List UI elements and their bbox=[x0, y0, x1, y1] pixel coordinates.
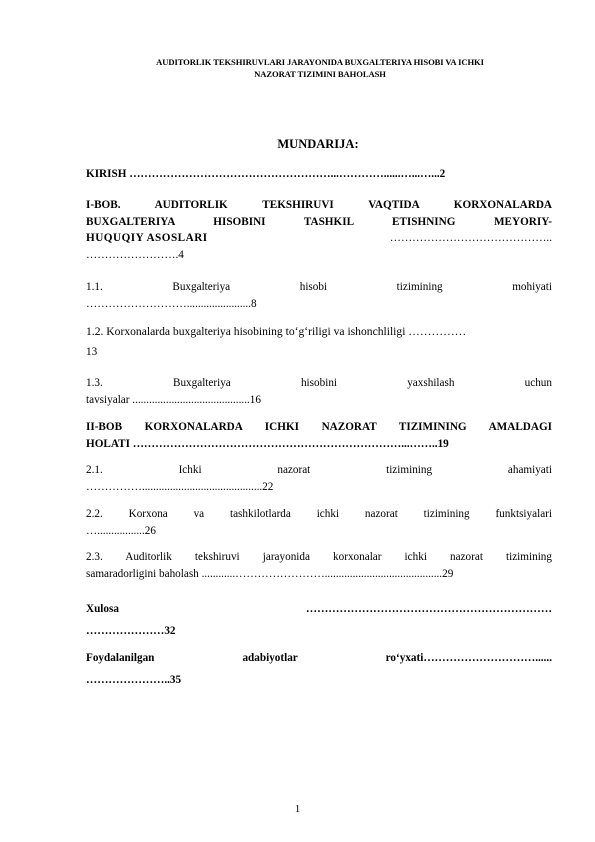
toc-entry-chapter-2[interactable] bbox=[86, 419, 552, 452]
toc-heading: MUNDARIJA: bbox=[277, 137, 359, 151]
toc-entry-xulosa[interactable] bbox=[86, 598, 552, 642]
toc-entry-1-1[interactable] bbox=[86, 279, 552, 312]
toc-entry-2-2-line-2: ….................26 bbox=[86, 524, 156, 537]
toc-entry-1-1-line-2: ……………………….......................8 bbox=[86, 297, 257, 310]
toc-chapter-1-line-3-dots: …………………………………….. bbox=[389, 232, 552, 244]
toc-entry-2-2-line-1: 2.2. Korxona va tashkilotlarda ichki nazorat tizimining funktsiyalari bbox=[86, 508, 552, 520]
toc-entry-1-1-line-1: 1.1. Buxgalteriya hisobi tizimining mohiyati bbox=[86, 281, 552, 293]
toc-chapter-1-line-3 bbox=[86, 230, 552, 247]
toc-entry-chapter-1[interactable] bbox=[86, 197, 552, 263]
document-title-line-2: NAZORAT TIZIMINI BAHOLASH bbox=[254, 69, 386, 79]
toc-entry-kirish-text: KIRISH ………………………………………………...…………......…...…...2 bbox=[86, 168, 446, 180]
toc-entry-xulosa-dots: ………………………………………………………… bbox=[305, 603, 552, 615]
toc-entry-2-3-line-2: samaradorligini baholash ............……………………..........................................29 bbox=[86, 567, 454, 580]
toc-entry-kirish[interactable] bbox=[86, 166, 552, 183]
toc-chapter-2-line-1: II-BOB KORXONALARDA ICHKI NAZORAT TIZIMINING AMALDAGI bbox=[86, 421, 552, 433]
toc-chapter-1-line-2: BUXGALTERIYA HISOBINI TASHKIL ETISHNING MEYORIY- bbox=[86, 215, 552, 228]
toc-entry-1-3-line-1: 1.3. Buxgalteriya hisobini yaxshilash uchun bbox=[86, 377, 552, 389]
toc-entry-1-3[interactable] bbox=[86, 375, 552, 408]
toc-entry-2-2[interactable] bbox=[86, 506, 552, 539]
toc-entry-2-1-line-1: 2.1. Ichki nazorat tizimining ahamiyati bbox=[86, 464, 552, 476]
toc-entry-1-3-line-2: tavsiyalar ..........................................16 bbox=[86, 393, 261, 406]
toc-entry-references[interactable] bbox=[86, 647, 552, 691]
toc-entry-2-1-line-2: ……………...........................................22 bbox=[86, 480, 274, 493]
toc-chapter-1-line-1: I-BOB. AUDITORLIK TEKSHIRUVI VAQTIDA KORXONALARDA bbox=[86, 199, 552, 211]
toc-entry-xulosa-label: Xulosa bbox=[86, 603, 119, 615]
toc-entry-references-line-2: …………………..35 bbox=[86, 674, 182, 686]
document-title bbox=[90, 56, 550, 80]
toc-chapter-2-line-2: HOLATI ………………………………………………………………...……..19 bbox=[86, 437, 449, 450]
page-number: 1 bbox=[294, 803, 301, 815]
toc-entry-1-2-line-2: 13 bbox=[86, 346, 98, 358]
document-title-line-1: AUDITORLIK TEKSHIRUVLARI JARAYONIDA BUXGALTERIYA HISOBI VA ICHKI bbox=[156, 57, 484, 67]
toc-chapter-1-line-3-text: HUQUQIY ASOSLARI bbox=[86, 232, 208, 244]
toc-entry-2-3-line-1: 2.3. Auditorlik tekshiruvi jarayonida korxonalar ichki nazorat tizimining bbox=[86, 551, 552, 563]
toc-entry-references-line-1: Foydalanilgan adabiyotlar ro‘yxati…………………………...... bbox=[86, 652, 552, 664]
toc-entry-2-3[interactable] bbox=[86, 549, 552, 582]
toc-entry-1-2-line-1: 1.2. Korxonalarda buxgalteriya hisobining to‘g‘riligi va ishonchliligi …………… bbox=[86, 325, 467, 338]
toc-chapter-1-line-4: …………………….4 bbox=[86, 248, 184, 261]
toc-entry-1-2[interactable] bbox=[86, 322, 552, 362]
toc-entry-xulosa-line-1 bbox=[86, 598, 552, 620]
toc-entry-xulosa-line-2: …………………32 bbox=[86, 625, 176, 637]
toc-entry-2-1[interactable] bbox=[86, 462, 552, 495]
